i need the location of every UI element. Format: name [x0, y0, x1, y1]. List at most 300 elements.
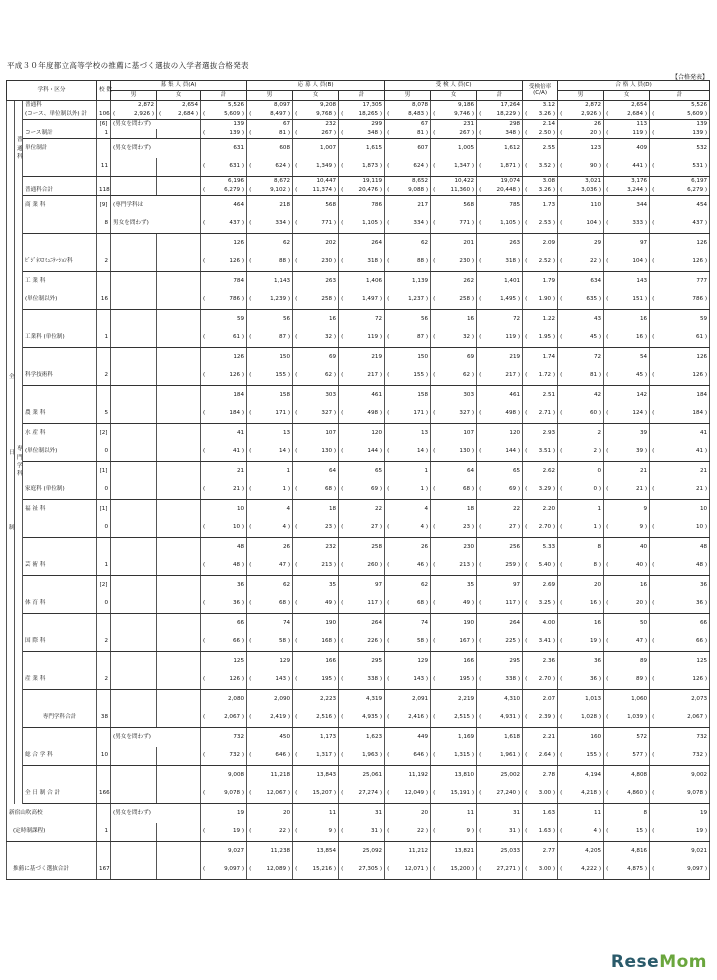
row-note: (男女を問わず) [111, 120, 201, 130]
table-cell: ( 1,028 ) [558, 709, 604, 728]
table-cell: 139 [201, 120, 247, 130]
table-cell: 568 [293, 196, 339, 215]
table-cell: ( 27,271 ) [477, 861, 523, 880]
table-cell: 4.00 [523, 614, 558, 633]
school-count-note: [9] [97, 196, 111, 215]
row-note: (男女を問わず) [111, 728, 201, 747]
table-cell: ( 68 ) [385, 595, 431, 614]
table-row [7, 101, 710, 111]
table-cell: 2,654 [604, 101, 650, 111]
table-cell [111, 766, 157, 785]
table-cell: ( 1.63 ) [523, 823, 558, 842]
table-cell: ( 4,875 ) [604, 861, 650, 880]
table-cell: ( 119 ) [339, 329, 385, 348]
table-row [7, 291, 710, 310]
table-row [7, 690, 710, 709]
table-cell: ( 49 ) [293, 595, 339, 614]
school-count-note [97, 538, 111, 557]
table-cell: ( 8,483 ) [385, 110, 431, 120]
table-cell: 1,623 [339, 728, 385, 747]
table-row [7, 158, 710, 177]
table-cell: 298 [477, 120, 523, 130]
table-cell: 43 [558, 310, 604, 329]
table-cell: ( 61 ) [201, 329, 247, 348]
table-cell: 3.12 [523, 101, 558, 111]
table-cell: 785 [477, 196, 523, 215]
table-cell: 3.08 [523, 177, 558, 187]
table-cell: 19 [650, 804, 710, 823]
table-cell [157, 652, 201, 671]
table-cell: 123 [558, 139, 604, 158]
table-cell: 42 [558, 386, 604, 405]
table-cell: 184 [650, 386, 710, 405]
table-row [7, 329, 710, 348]
table-cell: 22 [477, 500, 523, 519]
table-cell: 1.63 [523, 804, 558, 823]
table-cell: ( 2.64 ) [523, 747, 558, 766]
table-cell: ( 631 ) [201, 158, 247, 177]
table-cell: ( 23 ) [431, 519, 477, 538]
table-cell: ( 119 ) [604, 129, 650, 139]
table-cell: 65 [339, 462, 385, 481]
table-cell: ( 348 ) [477, 129, 523, 139]
row-note: (専門学科は [111, 196, 201, 215]
table-cell: 1,618 [477, 728, 523, 747]
table-cell: 142 [604, 386, 650, 405]
table-cell: ( 327 ) [293, 405, 339, 424]
row-label: 専門学科合計 [23, 709, 97, 728]
school-count-note [97, 348, 111, 367]
table-cell: ( 3.25 ) [523, 595, 558, 614]
school-count-note [97, 177, 111, 187]
table-cell: 2.62 [523, 462, 558, 481]
table-cell: 2.51 [523, 386, 558, 405]
table-cell: ( 27,240 ) [477, 785, 523, 804]
table-cell: ( 27 ) [477, 519, 523, 538]
table-cell: 62 [385, 576, 431, 595]
table-cell: 120 [339, 424, 385, 443]
table-cell: ( 225 ) [477, 633, 523, 652]
table-cell: 8 [558, 538, 604, 557]
table-cell: ( 2,684 ) [157, 110, 201, 120]
table-cell: ( 68 ) [431, 481, 477, 500]
table-cell: ( 117 ) [339, 595, 385, 614]
table-cell: ( 155 ) [247, 367, 293, 386]
table-cell: ( 139 ) [650, 129, 710, 139]
table-row [7, 671, 710, 690]
table-cell: 784 [201, 272, 247, 291]
table-cell: ( 771 ) [293, 215, 339, 234]
table-cell: 1,406 [339, 272, 385, 291]
table-cell: 10,422 [431, 177, 477, 187]
table-cell: 125 [650, 652, 710, 671]
table-cell [111, 481, 157, 500]
table-row [7, 139, 710, 158]
school-count: 10 [97, 747, 111, 766]
table-cell: ( 437 ) [201, 215, 247, 234]
table-cell: ( 1,105 ) [339, 215, 385, 234]
table-cell [157, 823, 201, 842]
table-cell: ( 2,684 ) [604, 110, 650, 120]
table-cell [111, 291, 157, 310]
row-label: (定時制課程) [7, 823, 97, 842]
table-cell: ( 15 ) [604, 823, 650, 842]
table-cell: ( 58 ) [385, 633, 431, 652]
table-cell [157, 595, 201, 614]
table-cell: ( 1,349 ) [293, 158, 339, 177]
table-cell: 143 [604, 272, 650, 291]
table-cell: 67 [385, 120, 431, 130]
table-cell [157, 348, 201, 367]
table-cell: ( 27,305 ) [339, 861, 385, 880]
table-cell: ( 441 ) [604, 158, 650, 177]
row-label: 単位制計 [23, 139, 97, 158]
table-cell: ( 12,071 ) [385, 861, 431, 880]
table-cell: ( 36 ) [201, 595, 247, 614]
row-label: 科学技術科 [23, 367, 97, 386]
table-cell: 25,033 [477, 842, 523, 861]
row-label [23, 576, 97, 595]
table-cell: ( 60 ) [558, 405, 604, 424]
table-cell: ( 12,049 ) [385, 785, 431, 804]
table-cell: ( 47 ) [247, 557, 293, 576]
table-cell: 258 [339, 538, 385, 557]
row-label: 家庭科 (単位制) [23, 481, 97, 500]
table-cell: ( 139 ) [201, 129, 247, 139]
school-count-note: [1] [97, 500, 111, 519]
table-cell: ( 88 ) [247, 253, 293, 272]
table-cell [111, 462, 157, 481]
table-cell: ( 5,609 ) [650, 110, 710, 120]
table-cell: ( 624 ) [247, 158, 293, 177]
table-cell: 299 [339, 120, 385, 130]
table-cell [111, 842, 157, 861]
row-label: 推薦に基づく選抜合計 [7, 861, 97, 880]
subtitle: 【合格発表】 [672, 74, 709, 81]
table-cell: ( 9,088 ) [385, 186, 431, 196]
table-row [7, 215, 710, 234]
table-row [7, 557, 710, 576]
table-cell: ( 9 ) [293, 823, 339, 842]
table-row [7, 386, 710, 405]
table-cell [157, 747, 201, 766]
table-cell: ( 9,078 ) [201, 785, 247, 804]
table-cell: ( 9,768 ) [293, 110, 339, 120]
row-label: 体 育 科 [23, 595, 97, 614]
table-cell: 35 [431, 576, 477, 595]
table-cell [111, 614, 157, 633]
school-count: 1 [97, 329, 111, 348]
header-schools: 校 数 [97, 81, 111, 101]
table-row [7, 652, 710, 671]
table-cell: ( 27 ) [339, 519, 385, 538]
table-row [7, 367, 710, 386]
table-cell: ( 195 ) [431, 671, 477, 690]
row-label: コース制計 [23, 129, 97, 139]
table-cell [157, 481, 201, 500]
table-cell: 11 [558, 804, 604, 823]
table-cell: ( 2,926 ) [558, 110, 604, 120]
table-cell: ( 9,102 ) [247, 186, 293, 196]
table-cell: ( 9,746 ) [431, 110, 477, 120]
header-male: 男 [385, 91, 431, 101]
table-cell: 139 [650, 120, 710, 130]
table-cell: 1 [247, 462, 293, 481]
table-cell: 21 [650, 462, 710, 481]
row-note: (男女を問わず) [111, 804, 201, 823]
table-cell: ( 2 ) [558, 443, 604, 462]
table-cell: 263 [477, 234, 523, 253]
table-cell: ( 4,931 ) [477, 709, 523, 728]
table-cell: ( 230 ) [293, 253, 339, 272]
table-cell: 36 [558, 652, 604, 671]
header-male: 男 [111, 91, 157, 101]
table-cell: ( 2,516 ) [293, 709, 339, 728]
table-cell: ( 9 ) [604, 519, 650, 538]
table-cell: ( 318 ) [339, 253, 385, 272]
table-cell: ( 1,039 ) [604, 709, 650, 728]
table-cell [157, 158, 201, 177]
table-cell: ( 104 ) [558, 215, 604, 234]
table-row [7, 766, 710, 785]
school-count-note [97, 766, 111, 785]
table-cell: ( 1.95 ) [523, 329, 558, 348]
table-cell: ( 58 ) [247, 633, 293, 652]
table-cell: ( 168 ) [293, 633, 339, 652]
table-cell [111, 158, 157, 177]
header-total: 計 [339, 91, 385, 101]
table-cell: ( 217 ) [477, 367, 523, 386]
table-row [7, 861, 710, 880]
school-count-note [97, 728, 111, 747]
table-cell: 303 [293, 386, 339, 405]
table-row [7, 709, 710, 728]
school-count: 0 [97, 481, 111, 500]
table-cell: 2,223 [293, 690, 339, 709]
table-cell: 9,186 [431, 101, 477, 111]
table-row [7, 129, 710, 139]
row-label [23, 177, 97, 187]
table-cell: 26 [385, 538, 431, 557]
table-cell [157, 842, 201, 861]
table-cell: 5.33 [523, 538, 558, 557]
table-cell: ( 31 ) [339, 823, 385, 842]
school-count-note [97, 310, 111, 329]
school-count: 8 [97, 215, 111, 234]
table-cell [157, 576, 201, 595]
table-cell: ( 1,105 ) [477, 215, 523, 234]
table-cell [157, 709, 201, 728]
table-cell: 11,238 [247, 842, 293, 861]
row-label: 工業科 (単位制) [23, 329, 97, 348]
table-cell [111, 652, 157, 671]
row-label: 全 日 制 合 計 [23, 785, 97, 804]
row-label: 農 業 科 [23, 405, 97, 424]
school-count-note [97, 614, 111, 633]
table-cell: 4 [385, 500, 431, 519]
table-cell [111, 595, 157, 614]
table-cell: 454 [650, 196, 710, 215]
table-cell: 230 [431, 538, 477, 557]
table-cell: ( 2.70 ) [523, 519, 558, 538]
table-cell: 231 [431, 120, 477, 130]
table-cell: 190 [431, 614, 477, 633]
table-cell: ( 3.00 ) [523, 785, 558, 804]
table-row [7, 595, 710, 614]
table-cell: ( 126 ) [201, 367, 247, 386]
table-cell: ( 21 ) [650, 481, 710, 500]
table-row [7, 500, 710, 519]
table-cell: 9,208 [293, 101, 339, 111]
table-cell: ( 2,515 ) [431, 709, 477, 728]
table-cell: 2.21 [523, 728, 558, 747]
table-cell [157, 405, 201, 424]
row-label [23, 690, 97, 709]
table-cell: ( 786 ) [201, 291, 247, 310]
table-cell: 29 [558, 234, 604, 253]
table-cell: ( 2,067 ) [650, 709, 710, 728]
school-count: 118 [97, 186, 111, 196]
table-cell: 1,007 [293, 139, 339, 158]
table-cell: ( 11,374 ) [293, 186, 339, 196]
table-cell: ( 18,229 ) [477, 110, 523, 120]
table-cell: 217 [385, 196, 431, 215]
page-title: 平成３０年度都立高等学校の推薦に基づく選抜の入学者選抜合格発表 [7, 61, 249, 70]
table-cell: ( 1,315 ) [431, 747, 477, 766]
table-cell: ( 22 ) [385, 823, 431, 842]
table-cell: 13,843 [293, 766, 339, 785]
school-count: 106 [97, 110, 111, 120]
table-cell: ( 10 ) [201, 519, 247, 538]
table-cell: 303 [431, 386, 477, 405]
table-cell: 2.07 [523, 690, 558, 709]
table-cell: ( 258 ) [293, 291, 339, 310]
table-row [7, 120, 710, 130]
table-cell: ( 635 ) [558, 291, 604, 310]
table-cell: ( 4 ) [247, 519, 293, 538]
table-cell: ( 267 ) [293, 129, 339, 139]
table-row [7, 110, 710, 120]
table-cell: ( 45 ) [558, 329, 604, 348]
table-cell: 1 [385, 462, 431, 481]
row-label: 工 業 科 [23, 272, 97, 291]
table-cell: ( 22 ) [558, 253, 604, 272]
table-cell: ( 4 ) [558, 823, 604, 842]
school-count: 166 [97, 785, 111, 804]
table-cell: 166 [293, 652, 339, 671]
table-cell: 2,080 [201, 690, 247, 709]
table-cell: 8 [604, 804, 650, 823]
table-cell [111, 129, 157, 139]
table-cell: ( 531 ) [650, 158, 710, 177]
side-label-senmon: 専 門 学 科 [15, 196, 23, 728]
table-cell: ( 1,495 ) [477, 291, 523, 310]
table-cell: ( 144 ) [339, 443, 385, 462]
table-cell: 1.22 [523, 310, 558, 329]
table-cell: 184 [201, 386, 247, 405]
table-cell: 64 [431, 462, 477, 481]
table-cell: 295 [477, 652, 523, 671]
table-cell: ( 15,207 ) [293, 785, 339, 804]
table-cell: ( 62 ) [431, 367, 477, 386]
table-row [7, 481, 710, 500]
table-cell: ( 20 ) [604, 595, 650, 614]
table-row [7, 310, 710, 329]
table-cell: 72 [477, 310, 523, 329]
table-cell: ( 16 ) [558, 595, 604, 614]
row-label: 普通科合計 [23, 186, 97, 196]
table-body [7, 101, 710, 880]
table-cell: ( 646 ) [247, 747, 293, 766]
table-cell: ( 1 ) [385, 481, 431, 500]
table-row [7, 785, 710, 804]
table-cell: 19 [201, 804, 247, 823]
table-cell [111, 348, 157, 367]
table-cell: ( 3,244 ) [604, 186, 650, 196]
row-label: 福 祉 科 [23, 500, 97, 519]
school-count-note [97, 842, 111, 861]
table-cell: ( 47 ) [604, 633, 650, 652]
table-cell: ( 2.39 ) [523, 709, 558, 728]
table-cell [111, 329, 157, 348]
table-cell: ( 1,873 ) [339, 158, 385, 177]
table-cell: 2.14 [523, 120, 558, 130]
table-cell: 107 [431, 424, 477, 443]
table-cell: 1,139 [385, 272, 431, 291]
table-cell: 11,218 [247, 766, 293, 785]
table-cell: 8,097 [247, 101, 293, 111]
table-row [7, 177, 710, 187]
table-cell: 18 [431, 500, 477, 519]
header-category: 学科・区分 [7, 81, 97, 101]
table-cell: 1,013 [558, 690, 604, 709]
table-cell: ( 19 ) [558, 633, 604, 652]
table-cell: 219 [477, 348, 523, 367]
school-count-note: [1] [97, 462, 111, 481]
table-cell: 25,061 [339, 766, 385, 785]
table-cell: 35 [293, 576, 339, 595]
table-cell: ( 20,448 ) [477, 186, 523, 196]
table-cell: ( 6,279 ) [201, 186, 247, 196]
school-count: 1 [97, 557, 111, 576]
table-cell: ( 81 ) [247, 129, 293, 139]
table-cell: 17,264 [477, 101, 523, 111]
header-applicants: 応 募 人 員(B) [247, 81, 385, 91]
side-label-zennichisei: 全 日 制 [7, 101, 15, 804]
table-row [7, 633, 710, 652]
row-label [23, 120, 97, 130]
table-row [7, 614, 710, 633]
school-count-note: [2] [97, 576, 111, 595]
table-cell: 9,021 [650, 842, 710, 861]
table-row [7, 728, 710, 747]
table-cell: 19,074 [477, 177, 523, 187]
table-cell: 41 [650, 424, 710, 443]
table-cell [157, 519, 201, 538]
row-label [23, 462, 97, 481]
table-cell: ( 498 ) [477, 405, 523, 424]
school-count: 0 [97, 443, 111, 462]
row-label [23, 234, 97, 253]
table-cell: 2.20 [523, 500, 558, 519]
table-cell: 62 [385, 234, 431, 253]
table-cell: ( 1.72 ) [523, 367, 558, 386]
table-cell: ( 171 ) [247, 405, 293, 424]
table-cell: ( 12,089 ) [247, 861, 293, 880]
table-cell: ( 9 ) [431, 823, 477, 842]
school-count-note [97, 386, 111, 405]
table-cell: 69 [431, 348, 477, 367]
